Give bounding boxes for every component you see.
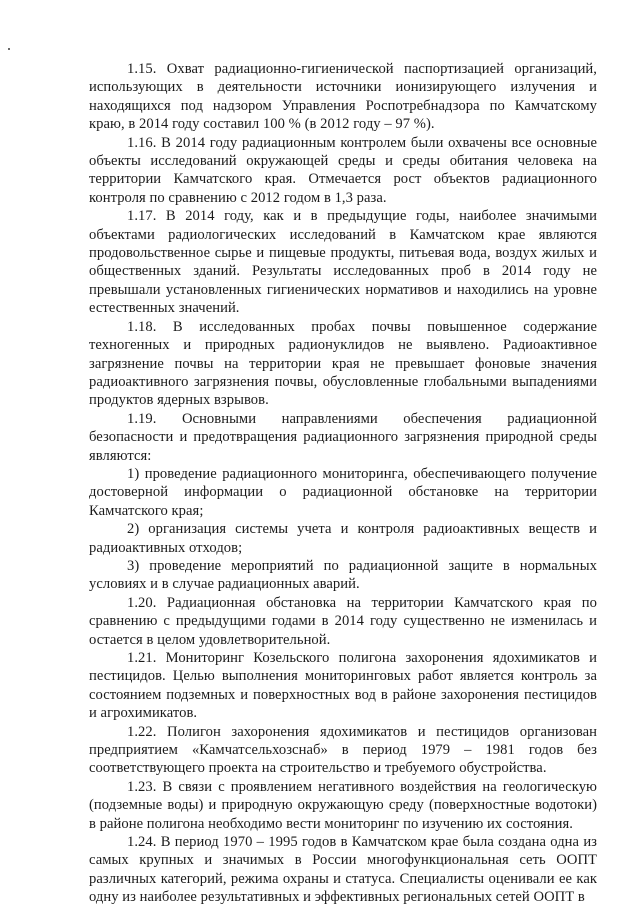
paragraph-1-15: 1.15. Охват радиационно-гигиенической паспортизацией организаций, использующих в деятельности источники ионизирующего излучения и находящихся под надзором Управления Роспотребнадзора по Камчатскому краю, в 2014 году составил 100 % (в 2012 году – 97 %). [89,61,597,133]
paragraph-1-23: 1.23. В связи с проявлением негативного воздействия на геологическую (подземные воды) и природную окружающую среду (поверхностные водотоки) в районе полигона необходимо вести мониторинг по изучению их состояния. [89,778,597,832]
paragraph-1-18: 1.18. В исследованных пробах почвы повышенное содержание техногенных и природных радионуклидов не выявлено. Радиоактивное загрязнение почвы на территории края не превышает фоновые значения радиоактивного загрязнения почвы, обусловленные глобальными выпадениями продуктов ядерных взрывов. [89,318,597,409]
paragraph-1-16: 1.16. В 2014 году радиационным контролем были охвачены все основные объекты исследований окружающей среды и среды обитания человека на территории Камчатского края. Отмечается рост объектов радиационного контроля по сравнению с 2012 годом в 1,3 раза. [89,134,597,206]
document-body [89,60,597,907]
list-item-2: 2) организация системы учета и контроля радиоактивных веществ и радиоактивных отходов; [89,521,597,556]
paragraph-1-24: 1.24. В период 1970 – 1995 годов в Камчатском крае была создана одна из самых крупных и значимых в России многофункциональная сеть ООПТ различных категорий, режима охраны и статуса. Специалисты оценивали ее как одну из наиболее результативных и эффективных региональных сетей ООПТ в [89,834,597,906]
paragraph-1-21: 1.21. Мониторинг Козельского полигона захоронения ядохимикатов и пестицидов. Целью выполнения мониторинговых работ является контроль за состоянием подземных и поверхностных вод в районе захоронения пестицидов и агрохимикатов. [89,650,597,722]
paragraph-1-20: 1.20. Радиационная обстановка на территории Камчатского края по сравнению с предыдущими годами в 2014 году существенно не изменилась и остается в целом удовлетворительной. [89,594,597,648]
list-item-3: 3) проведение мероприятий по радиационной защите в нормальных условиях и в случае радиационных аварий. [89,557,597,593]
paragraph-1-19: 1.19. Основными направлениями обеспечения радиационной безопасности и предотвращения радиационного загрязнения природной среды являются: [89,410,597,464]
paragraph-1-22: 1.22. Полигон захоронения ядохимикатов и пестицидов организован предприятием «Камчатсельхозснаб» в период 1979 – 1981 годов без соответствующего проекта на строительство и требуемого обустройства. [89,723,597,777]
list-item-1: 1) проведение радиационного мониторинга, обеспечивающего получение достоверной информации о радиационной обстановке на территории Камчатского края; [89,465,597,519]
scan-artifact-dot [8,48,10,50]
paragraph-1-17: 1.17. В 2014 году, как и в предыдущие годы, наиболее значимыми объектами радиологических исследований в Камчатском крае являются продовольственное сырье и пищевые продукты, питьевая вода, воздух жилых и общественных зданий. Результаты исследованных проб в 2014 году не превышали установленных гигиенических нормативов и находились на уровне естественных значений. [89,208,597,317]
